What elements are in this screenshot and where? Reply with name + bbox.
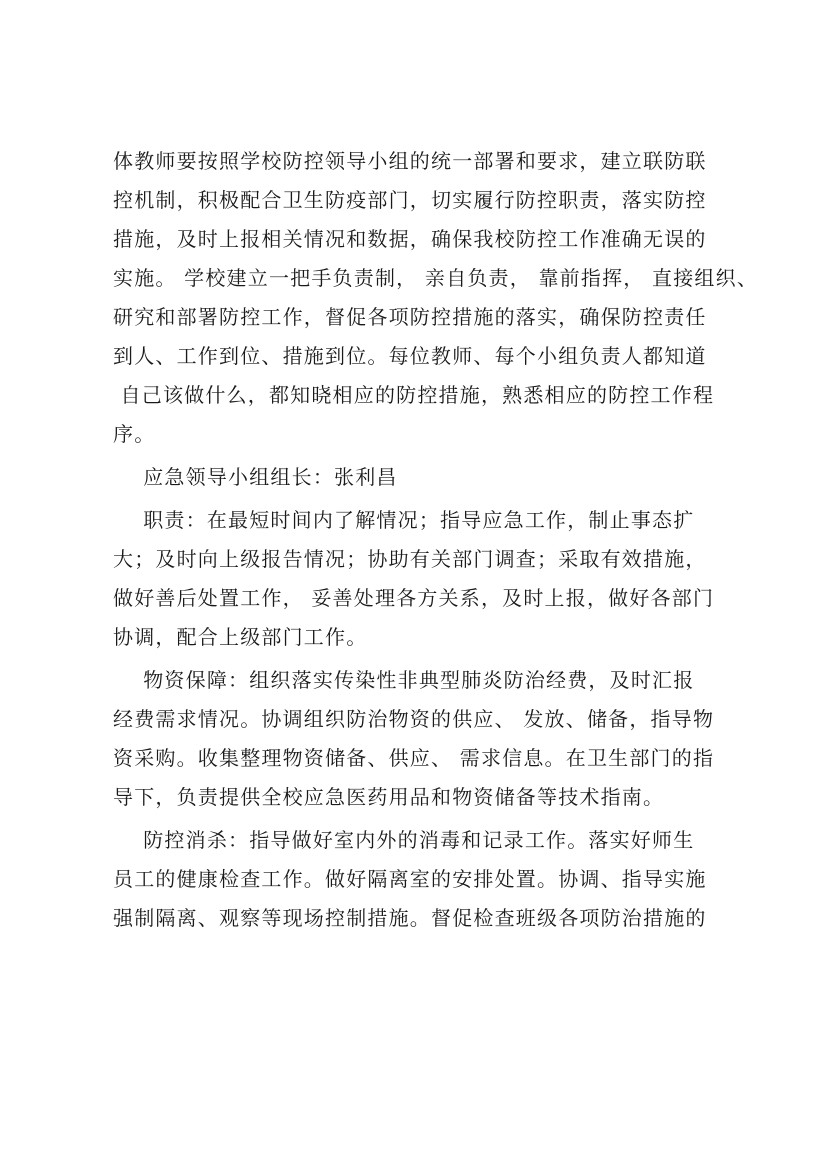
paragraph-5 [113,821,743,938]
text-line: 体教师要按照学校防控领导小组的统一部署和要求，建立联防联 [113,149,707,173]
document-body [113,142,759,938]
text-line: 导下，负责提供全校应急医药用品和物资储备等技术指南。 [113,785,665,809]
paragraph-1 [113,142,759,454]
text-line: 研究和部署防控工作，督促各项防控措施的落实，确保防控责任 [113,305,707,329]
text-line: 实施。 学校建立一把手负责制， 亲自负责， 靠前指挥， 直接组织、 [113,266,759,290]
text-line: 应急领导小组组长：张利昌 [113,465,398,489]
text-line: 大；及时向上级报告情况；协助有关部门调查；采取有效措施， [113,547,707,571]
text-line: 序。 [113,422,156,446]
text-line: 做好善后处置工作， 妥善处理各方关系，及时上报，做好各部门 [113,586,715,610]
text-line: 资采购。收集整理物资储备、供应、 需求信息。在卫生部门的指 [113,746,715,770]
text-line: 防控消杀：指导做好室内外的消毒和记录工作。落实好师生 [113,828,695,852]
text-line: 自己该做什么，都知晓相应的防控措施，熟悉相应的防控工作程 [113,383,715,407]
text-line: 协调，配合上级部门工作。 [113,625,368,649]
paragraph-4 [113,661,743,817]
text-line: 员工的健康检查工作。做好隔离室的安排处置。协调、指导实施 [113,867,707,891]
text-line: 经费需求情况。协调组织防治物资的供应、 发放、储备，指导物 [113,707,715,731]
text-line: 措施，及时上报相关情况和数据，确保我校防控工作准确无误的 [113,227,707,251]
text-line: 强制隔离、观察等现场控制措施。督促检查班级各项防治措施的 [113,906,707,930]
text-line: 到人、工作到位、措施到位。每位教师、每个小组负责人都知道 [113,344,707,368]
text-line: 控机制，积极配合卫生防疫部门，切实履行防控职责，落实防控 [113,188,707,212]
paragraph-3 [113,501,743,657]
text-line: 物资保障：组织落实传染性非典型肺炎防治经费，及时汇报 [113,668,695,692]
paragraph-2 [113,458,743,497]
text-line: 职责：在最短时间内了解情况；指导应急工作，制止事态扩 [113,508,695,532]
